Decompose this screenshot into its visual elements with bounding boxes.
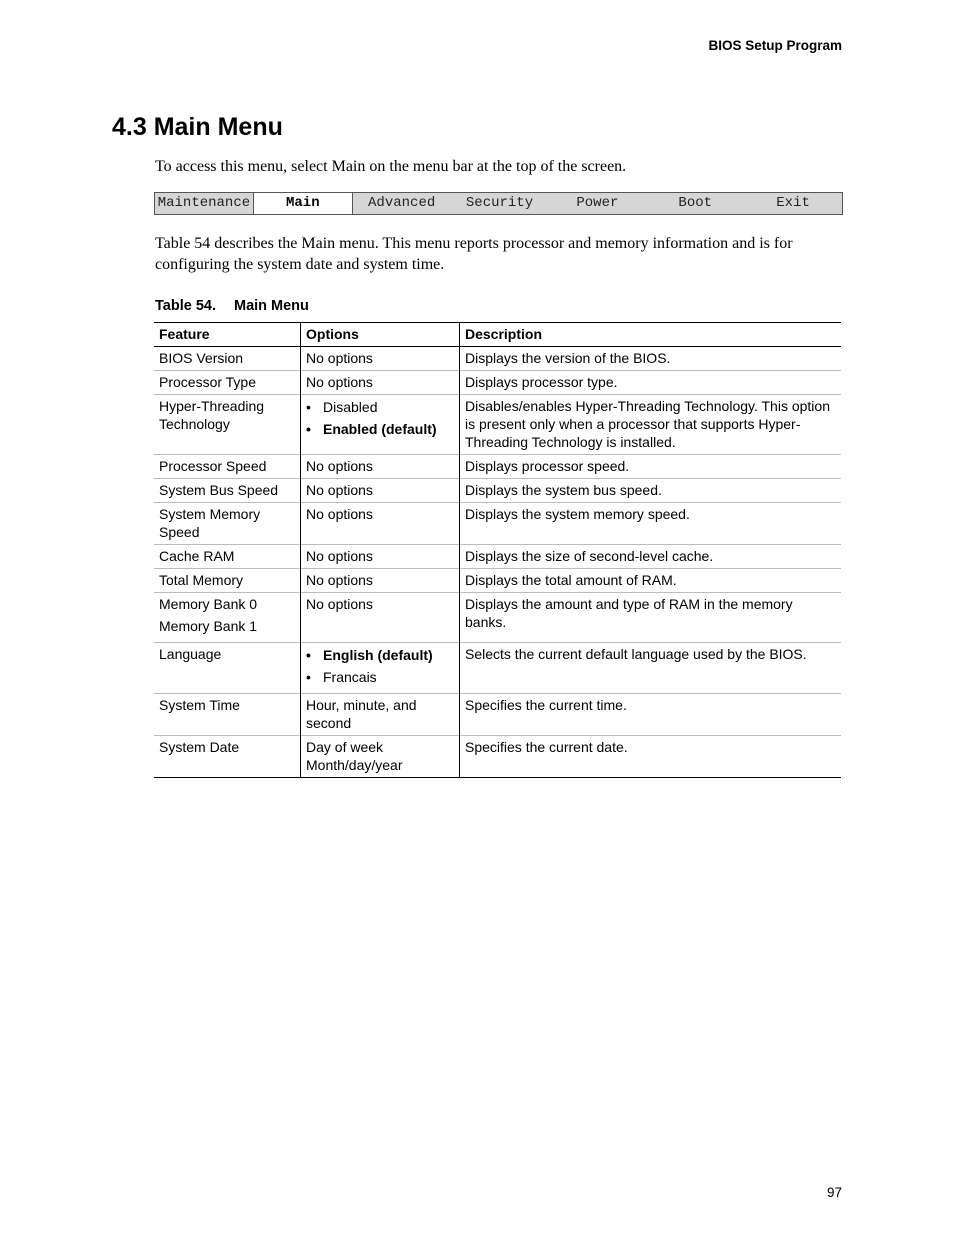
header-feature: Feature [154, 323, 301, 347]
table-caption-number: Table 54. [155, 298, 216, 314]
option-text: No options [306, 548, 373, 564]
table-row [154, 643, 841, 694]
feature-cell [154, 347, 301, 371]
options-cell [301, 736, 460, 778]
option-bullet: • Francais [306, 668, 454, 686]
main-menu-table [154, 322, 841, 778]
table-row [154, 545, 841, 569]
options-cell [301, 395, 460, 455]
description-cell: Specifies the current time. [460, 694, 842, 736]
table-row [154, 395, 841, 455]
description-cell: Displays the system bus speed. [460, 479, 842, 503]
description-cell: Displays the system memory speed. [460, 503, 842, 545]
menu-item-maintenance[interactable]: Maintenance [157, 195, 251, 211]
table-caption [155, 298, 309, 314]
description-cell: Displays the version of the BIOS. [460, 347, 842, 371]
options-cell [301, 479, 460, 503]
option-text: No options [306, 350, 373, 366]
option-text: Month/day/year [306, 757, 403, 773]
feature-cell [154, 455, 301, 479]
menu-item-main[interactable]: Main [253, 193, 353, 214]
table-row [154, 593, 841, 643]
intro-paragraph: To access this menu, select Main on the menu bar at the top of the screen. [155, 158, 627, 175]
description-cell: Displays the amount and type of RAM in the memory banks. [460, 593, 842, 643]
option-text: Day of week [306, 739, 384, 755]
options-cell [301, 643, 460, 694]
option-text: No options [306, 596, 373, 612]
running-header: BIOS Setup Program [708, 38, 842, 53]
options-cell [301, 371, 460, 395]
options-cell [301, 593, 460, 643]
feature-cell [154, 593, 301, 643]
feature-text: System Memory Speed [159, 506, 261, 540]
feature-text: Processor Type [159, 374, 257, 390]
table-row [154, 371, 841, 395]
options-cell [301, 455, 460, 479]
description-cell: Displays the total amount of RAM. [460, 569, 842, 593]
table-row [154, 736, 841, 778]
feature-cell [154, 643, 301, 694]
description-cell: Specifies the current date. [460, 736, 842, 778]
table-description-paragraph: Table 54 describes the Main menu. This menu reports processor and memory information and is for configuring the system date and system time. [155, 235, 793, 273]
menu-item-exit[interactable]: Exit [776, 195, 810, 211]
option-bullet: • Enabled (default) [306, 420, 454, 438]
option-bullet: • English (default) [306, 646, 454, 664]
options-cell [301, 569, 460, 593]
table-row [154, 694, 841, 736]
description-cell: Selects the current default language used by the BIOS. [460, 643, 842, 694]
table-row [154, 569, 841, 593]
feature-cell [154, 371, 301, 395]
page-number: 97 [826, 1185, 842, 1200]
feature-text: Memory Bank 1 [159, 618, 258, 634]
option-text: No options [306, 572, 373, 588]
feature-text: Language [159, 646, 222, 662]
feature-cell [154, 395, 301, 455]
option-text: No options [306, 458, 373, 474]
feature-text: System Bus Speed [159, 482, 279, 498]
table-row [154, 503, 841, 545]
feature-text: System Date [159, 739, 240, 755]
table-header-row [154, 323, 841, 347]
feature-cell [154, 736, 301, 778]
option-text: No options [306, 506, 373, 522]
feature-cell [154, 503, 301, 545]
feature-text: Memory Bank 0 [159, 596, 258, 612]
menu-item-boot[interactable]: Boot [678, 195, 713, 211]
feature-cell [154, 694, 301, 736]
menu-item-advanced[interactable]: Advanced [368, 195, 436, 211]
table-row [154, 347, 841, 371]
table-row [154, 479, 841, 503]
header-options: Options [301, 323, 460, 347]
option-bullet: • Disabled [306, 398, 454, 416]
section-heading: 4.3 Main Menu [112, 113, 283, 141]
header-description: Description [460, 323, 842, 347]
feature-text: Cache RAM [159, 548, 235, 564]
table-row [154, 455, 841, 479]
options-cell [301, 503, 460, 545]
description-cell: Displays processor type. [460, 371, 842, 395]
option-text: Hour, minute, and second [306, 697, 417, 731]
description-cell: Displays the size of second-level cache. [460, 545, 842, 569]
options-cell [301, 347, 460, 371]
table-caption-title: Main Menu [233, 298, 309, 314]
feature-text: Processor Speed [159, 458, 267, 474]
bios-menu-bar [154, 192, 843, 215]
feature-cell [154, 545, 301, 569]
feature-cell [154, 569, 301, 593]
options-cell [301, 545, 460, 569]
option-text: No options [306, 374, 373, 390]
feature-text: BIOS Version [159, 350, 244, 366]
description-cell: Disables/enables Hyper-Threading Technology. This option is present only when a processor that supports Hyper-Threading Technology is installed. [460, 395, 842, 455]
menu-item-security[interactable]: Security [465, 195, 534, 211]
feature-text: System Time [159, 697, 240, 713]
feature-cell [154, 479, 301, 503]
options-cell [301, 694, 460, 736]
description-cell: Displays processor speed. [460, 455, 842, 479]
menu-item-power[interactable]: Power [576, 195, 619, 211]
feature-text: Hyper-Threading Technology [159, 398, 265, 432]
feature-text: Total Memory [159, 572, 244, 588]
option-text: No options [306, 482, 373, 498]
